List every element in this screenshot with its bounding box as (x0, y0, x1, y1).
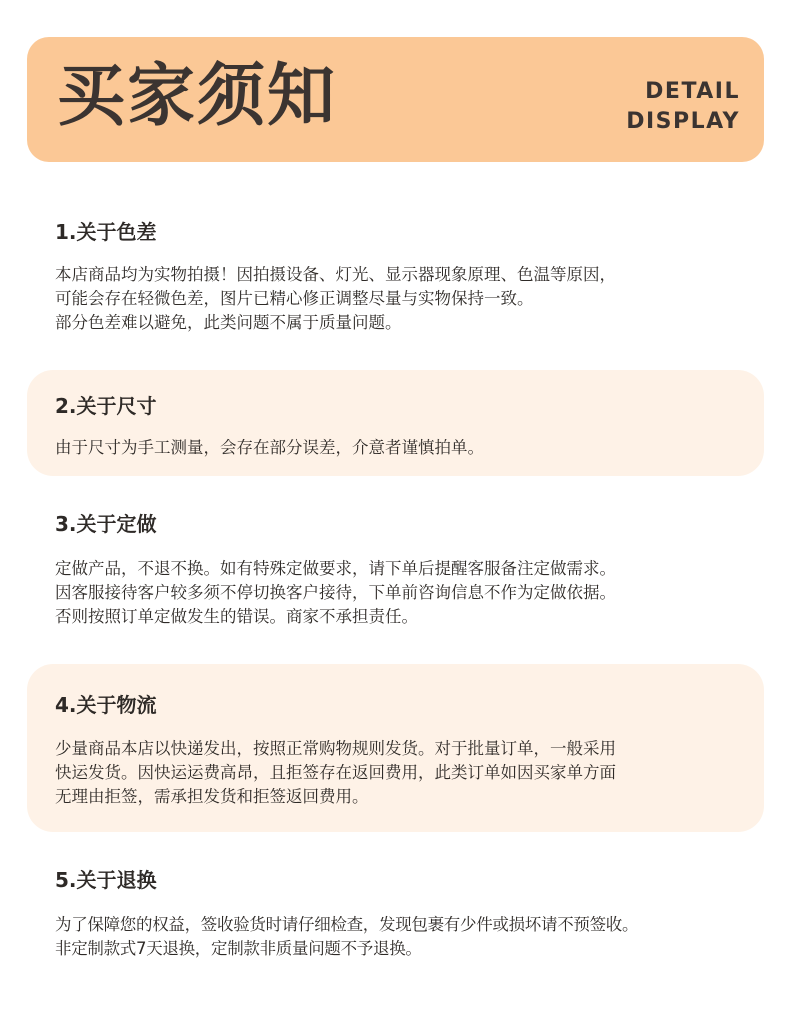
header-banner (27, 37, 764, 162)
section-line: 可能会存在轻微色差，图片已精心修正调整尽量与实物保持一致。 (55, 289, 534, 308)
section-line: 定做产品，不退不换。如有特殊定做要求，请下单后提醒客服备注定做需求。 (55, 559, 616, 578)
section-line: 本店商品均为实物拍摄！因拍摄设备、灯光、显示器现象原理、色温等原因， (55, 265, 616, 284)
header-english-label (626, 77, 740, 137)
section-line: 快运发货。因快运运费高昂，且拒签存在返回费用，此类订单如因买家单方面 (55, 763, 616, 782)
section-body (55, 557, 616, 629)
section-line: 少量商品本店以快递发出，按照正常购物规则发货。对于批量订单，一般采用 (55, 739, 616, 758)
section-title: 3.关于定做 (55, 512, 157, 536)
section-line: 因客服接待客户较多须不停切换客户接待，下单前咨询信息不作为定做依据。 (55, 583, 616, 602)
section-line: 非定制款式7天退换，定制款非质量问题不予退换。 (55, 939, 422, 958)
section-title: 5.关于退换 (55, 868, 157, 892)
section-body (55, 263, 616, 335)
page-title: 买家须知 (57, 57, 338, 136)
section-line: 无理由拒签，需承担发货和拒签返回费用。 (55, 787, 369, 806)
section-body (55, 913, 638, 961)
section-title: 4.关于物流 (55, 693, 157, 717)
section-color-difference (27, 200, 764, 350)
section-body (55, 737, 616, 809)
section-size (27, 370, 764, 476)
section-line: 由于尺寸为手工测量，会存在部分误差，介意者谨慎拍单。 (55, 438, 484, 457)
section-line: 部分色差难以避免，此类问题不属于质量问题。 (55, 313, 402, 332)
section-logistics (27, 664, 764, 832)
section-returns (27, 852, 764, 982)
section-title: 1.关于色差 (55, 220, 157, 244)
header-english-line-2: DISPLAY (626, 109, 740, 134)
section-custom-order (27, 495, 764, 645)
header-english-line-1: DETAIL (645, 79, 740, 104)
section-body (55, 436, 484, 460)
section-title: 2.关于尺寸 (55, 394, 157, 418)
section-line: 否则按照订单定做发生的错误。商家不承担责任。 (55, 607, 418, 626)
section-line: 为了保障您的权益，签收验货时请仔细检查，发现包裹有少件或损坏请不预签收。 (55, 915, 639, 934)
